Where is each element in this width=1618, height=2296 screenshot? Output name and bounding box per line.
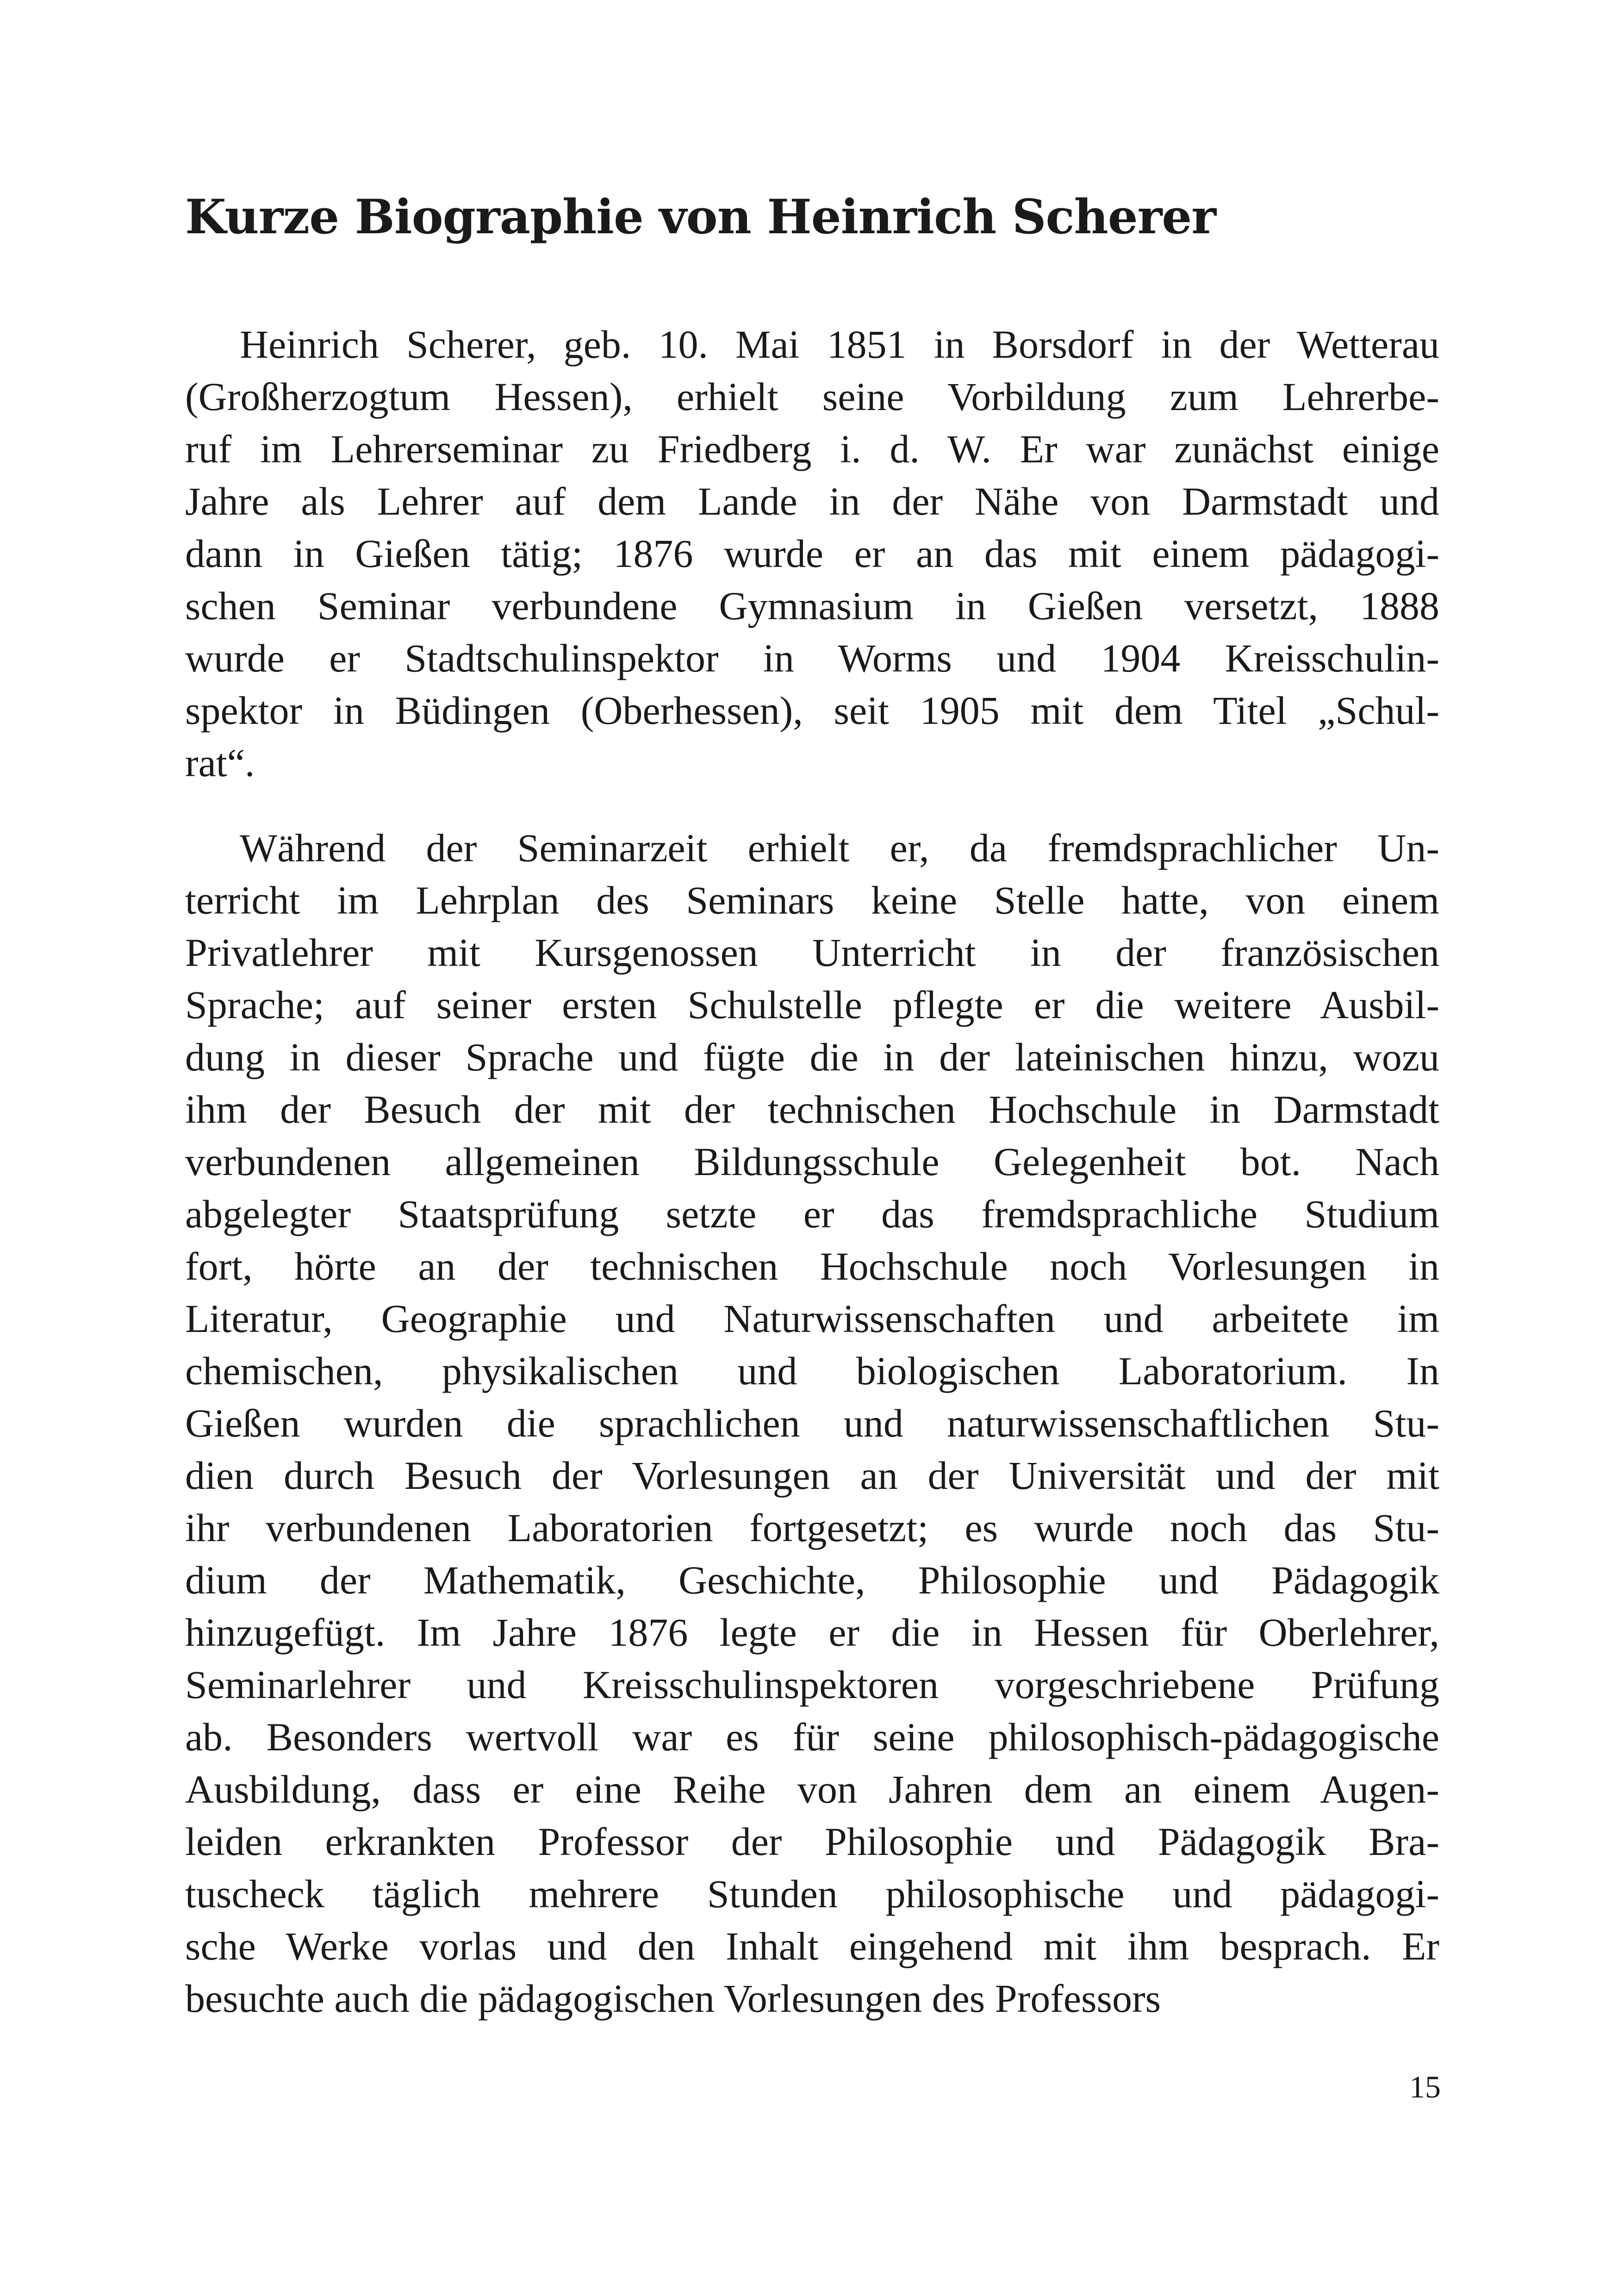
text-line: Sprache; auf seiner ersten Schulstelle pflegte er die weitere Ausbil-	[185, 983, 1439, 1027]
paragraph-2	[185, 822, 1439, 2025]
text-line: abgelegter Staatsprüfung setzte er das fremdsprachliche Studium	[185, 1192, 1439, 1236]
text-line: Heinrich Scherer, geb. 10. Mai 1851 in Borsdorf in der Wetterau	[240, 322, 1439, 367]
text-line: Gießen wurden die sprachlichen und naturwissenschaftlichen Stu-	[185, 1401, 1439, 1445]
text-line: Privatlehrer mit Kursgenossen Unterricht in der französischen	[185, 930, 1439, 975]
text-line: rat“.	[185, 740, 255, 785]
text-line: verbundenen allgemeinen Bildungsschule Gelegenheit bot. Nach	[185, 1139, 1439, 1184]
text-line: sche Werke vorlas und den Inhalt eingehend mit ihm besprach. Er	[185, 1924, 1439, 1968]
text-line: chemischen, physikalischen und biologischen Laboratorium. In	[185, 1349, 1439, 1393]
text-line: besuchte auch die pädagogischen Vorlesungen des Professors	[185, 1976, 1161, 2021]
text-line: dung in dieser Sprache und fügte die in der lateinischen hinzu, wozu	[185, 1035, 1439, 1079]
text-line: dann in Gießen tätig; 1876 wurde er an das mit einem pädagogi-	[185, 531, 1439, 576]
text-line: schen Seminar verbundene Gymnasium in Gießen versetzt, 1888	[185, 584, 1439, 628]
text-line: leiden erkrankten Professor der Philosophie und Pädagogik Bra-	[185, 1819, 1439, 1864]
page-number: 15	[1409, 2069, 1441, 2104]
text-line: Literatur, Geographie und Naturwissenschaften und arbeitete im	[185, 1296, 1439, 1341]
text-line: hinzugefügt. Im Jahre 1876 legte er die in Hessen für Oberlehrer,	[185, 1610, 1439, 1655]
text-line: fort, hörte an der technischen Hochschule noch Vorlesungen in	[185, 1244, 1439, 1288]
text-line: Ausbildung, dass er eine Reihe von Jahren dem an einem Augen-	[185, 1767, 1439, 1811]
text-line: spektor in Büdingen (Oberhessen), seit 1905 mit dem Titel „Schul-	[185, 688, 1439, 733]
paragraph-1	[185, 318, 1439, 789]
text-line: Während der Seminarzeit erhielt er, da fremdsprachlicher Un-	[240, 826, 1439, 870]
text-line: ihr verbundenen Laboratorien fortgesetzt; es wurde noch das Stu-	[185, 1506, 1439, 1550]
text-line: (Großherzogtum Hessen), erhielt seine Vorbildung zum Lehrerbe-	[185, 374, 1439, 419]
text-line: Jahre als Lehrer auf dem Lande in der Nähe von Darmstadt und	[185, 479, 1439, 523]
page-title: Kurze Biographie von Heinrich Scherer	[185, 189, 1216, 245]
text-line: ruf im Lehrerseminar zu Friedberg i. d. W. Er war zunächst einige	[185, 427, 1439, 471]
text-line: ihm der Besuch der mit der technischen Hochschule in Darmstadt	[185, 1087, 1439, 1132]
text-line: wurde er Stadtschulinspektor in Worms und 1904 Kreisschulin-	[185, 636, 1439, 680]
text-line: ab. Besonders wertvoll war es für seine philosophisch-pädagogische	[185, 1715, 1439, 1759]
text-line: Seminarlehrer und Kreisschulinspektoren vorgeschriebene Prüfung	[185, 1662, 1439, 1707]
text-line: terricht im Lehrplan des Seminars keine Stelle hatte, von einem	[185, 878, 1439, 922]
text-line: dium der Mathematik, Geschichte, Philosophie und Pädagogik	[185, 1558, 1439, 1602]
text-line: dien durch Besuch der Vorlesungen an der Universität und der mit	[185, 1453, 1439, 1498]
text-line: tuscheck täglich mehrere Stunden philosophische und pädagogi-	[185, 1872, 1439, 1916]
